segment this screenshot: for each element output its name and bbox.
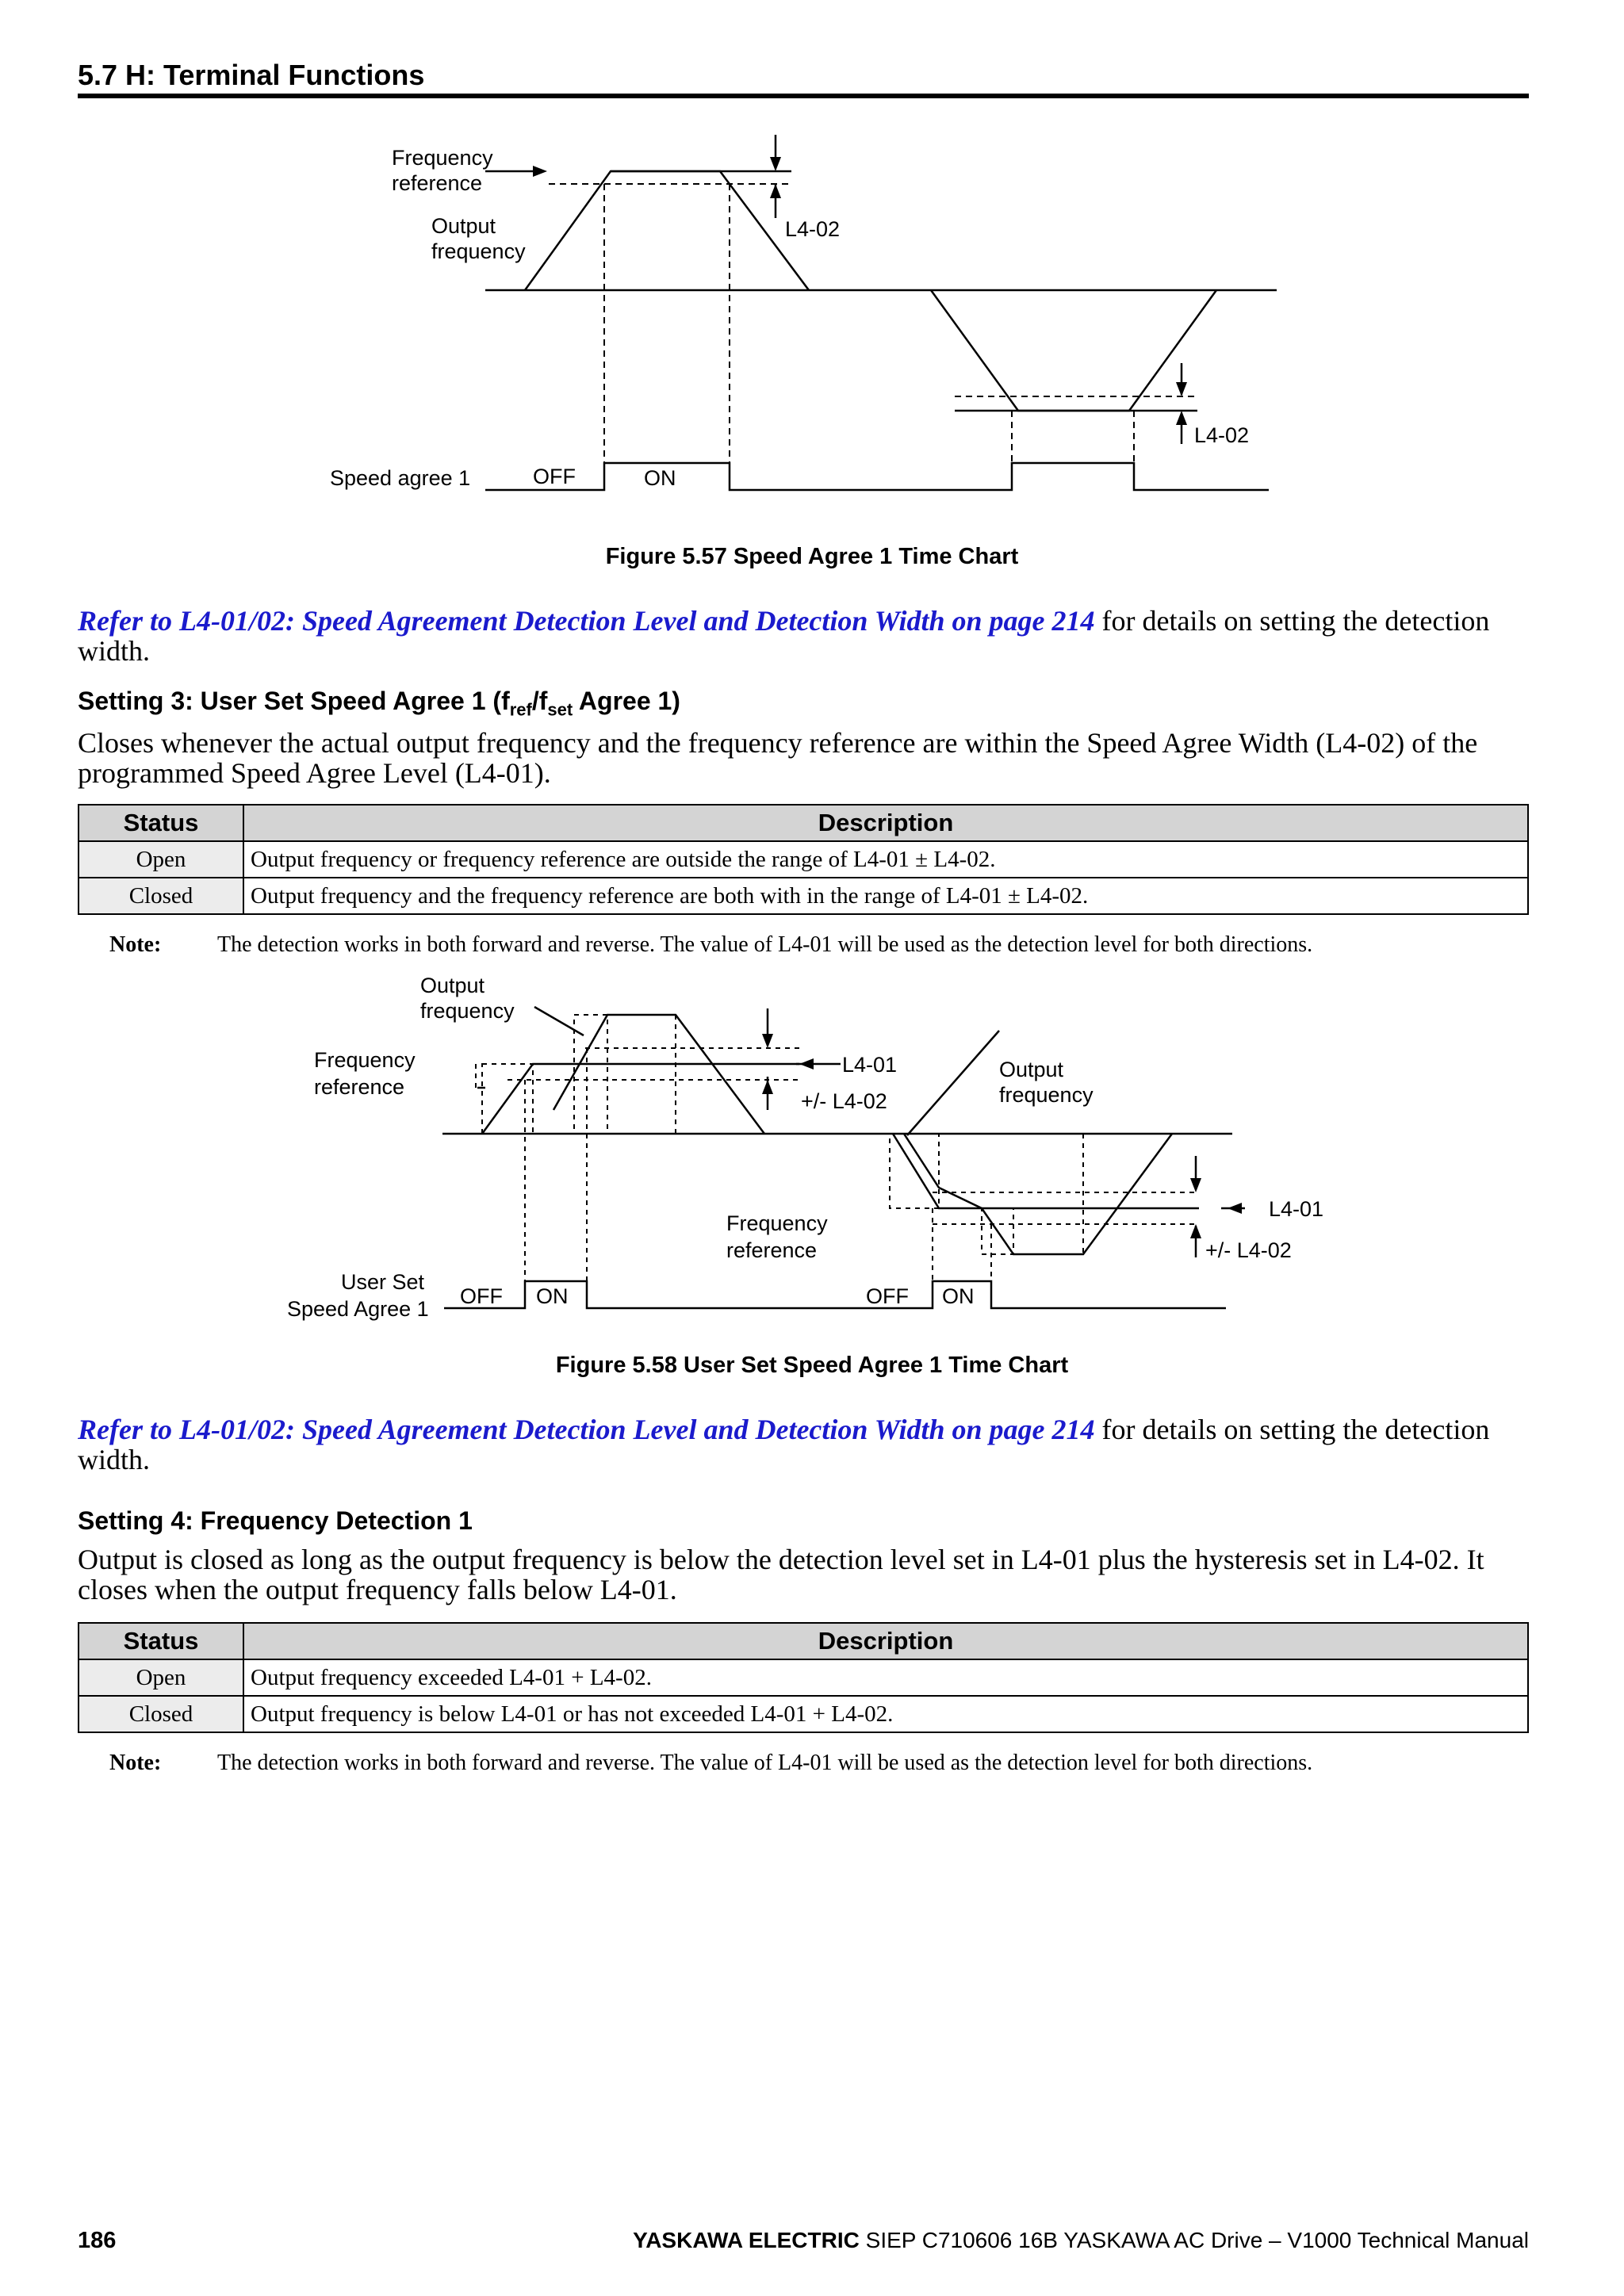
- note-text: The detection works in both forward and reverse. The value of L4-01 will be used as the detection level for both directions.: [217, 1751, 1313, 1775]
- fig2-out-freq-right-label-2: frequency: [999, 1083, 1094, 1107]
- fig2-on-label-2: ON: [942, 1284, 975, 1308]
- setting-3-heading: [78, 687, 680, 720]
- fig2-l401-top-label: L4-01: [842, 1053, 898, 1077]
- setting-3-title-pre: Setting 3: User Set Speed Agree 1 (f: [78, 687, 510, 715]
- reference-rest-1: for details on setting the detection width.: [78, 605, 1490, 667]
- fig1-on-label: ON: [644, 466, 676, 490]
- fig2-freq-ref-left-label-1: Frequency: [314, 1048, 416, 1072]
- setting-3-title-mid: /f: [531, 687, 548, 715]
- table-row: [79, 841, 1528, 878]
- setting-3-sub-set: set: [547, 699, 573, 720]
- table-cell-description: Output frequency exceeded L4-01 + L4-02.: [243, 1659, 1528, 1696]
- setting-4-heading: Setting 4: Frequency Detection 1: [78, 1506, 473, 1535]
- reference-paragraph-2: [78, 1414, 1529, 1475]
- fig2-out-freq-top-label-1: Output: [420, 974, 485, 997]
- fig2-off-label-2: OFF: [866, 1284, 909, 1308]
- fig1-l402-top-label: L4-02: [785, 217, 841, 241]
- section-title: 5.7 H: Terminal Functions: [78, 59, 425, 91]
- table-cell-description: Output frequency is below L4-01 or has not exceeded L4-01 + L4-02.: [243, 1696, 1528, 1732]
- fig1-signal-label: Speed agree 1: [330, 466, 471, 490]
- reference-link-1[interactable]: Refer to L4-01/02: Speed Agreement Detection Level and Detection Width on page 214: [78, 605, 1095, 637]
- figure-5-57-caption: Figure 5.57 Speed Agree 1 Time Chart: [605, 544, 1019, 569]
- reference-link-2[interactable]: Refer to L4-01/02: Speed Agreement Detection Level and Detection Width on page 214: [78, 1414, 1095, 1445]
- fig2-out-freq-top-label-2: frequency: [420, 999, 515, 1023]
- table-header-description: Description: [243, 1623, 1528, 1659]
- fig2-pm-top-label: +/- L4-02: [801, 1089, 887, 1113]
- figure-5-57-time-chart: [0, 0, 1624, 555]
- fig1-out-freq-label-1: Output: [431, 214, 496, 238]
- fig2-signal-label-1: User Set: [341, 1270, 425, 1294]
- footer-brand: YASKAWA ELECTRIC: [633, 2228, 860, 2252]
- fig2-off-label-1: OFF: [460, 1284, 503, 1308]
- fig2-l401-bottom-label: L4-01: [1269, 1197, 1324, 1221]
- page-number: 186: [78, 2228, 117, 2253]
- setting-3-note: [109, 932, 1312, 958]
- setting-4-status-table: [78, 1622, 1529, 1733]
- fig1-freq-ref-label-2: reference: [392, 171, 483, 195]
- table-row: [79, 1659, 1528, 1696]
- fig2-freq-ref-mid-label-1: Frequency: [726, 1211, 828, 1235]
- fig2-freq-ref-left-label-2: reference: [314, 1075, 405, 1099]
- setting-4-body: Output is closed as long as the output frequency is below the detection level set in L4-01 plus the hysteresis set in L4-02. It closes when the output frequency falls below L4-01.: [78, 1544, 1484, 1605]
- table-header-description: Description: [243, 805, 1528, 841]
- fig1-off-label: OFF: [533, 465, 576, 488]
- setting-3-status-table: [78, 804, 1529, 915]
- table-cell-description: Output frequency or frequency reference are outside the range of L4-01 ± L4-02.: [243, 841, 1528, 878]
- table-row: [79, 1696, 1528, 1732]
- fig2-signal-label-2: Speed Agree 1: [287, 1297, 429, 1321]
- fig1-out-freq-label-2: frequency: [431, 239, 526, 263]
- table-header-status: Status: [79, 805, 243, 841]
- setting-3-title-post: Agree 1): [573, 687, 680, 715]
- table-cell-status: Open: [79, 841, 243, 878]
- note-label: Note:: [109, 1751, 162, 1775]
- fig2-on-label-1: ON: [536, 1284, 569, 1308]
- setting-3-body: Closes whenever the actual output frequency and the frequency reference are within the Speed Agree Width (L4-02) of the programmed Speed Agree Level (L4-01).: [78, 727, 1478, 789]
- table-header-row: [79, 805, 1528, 841]
- table-cell-status: Closed: [79, 878, 243, 914]
- table-header-row: [79, 1623, 1528, 1659]
- footer-manual-title: [633, 2228, 1529, 2253]
- note-text: The detection works in both forward and reverse. The value of L4-01 will be used as the detection level for both directions.: [217, 932, 1313, 957]
- note-label: Note:: [109, 932, 162, 957]
- table-row: [79, 878, 1528, 914]
- figure-5-58-time-chart: [0, 967, 1624, 1340]
- setting-4-note: [109, 1751, 1312, 1776]
- fig2-out-freq-right-label-1: Output: [999, 1058, 1064, 1081]
- table-header-status: Status: [79, 1623, 243, 1659]
- fig1-freq-ref-label-1: Frequency: [392, 146, 493, 170]
- fig2-freq-ref-mid-label-2: reference: [726, 1238, 818, 1262]
- table-cell-status: Closed: [79, 1696, 243, 1732]
- table-cell-status: Open: [79, 1659, 243, 1696]
- fig2-pm-bottom-label: +/- L4-02: [1205, 1238, 1292, 1262]
- setting-3-sub-ref: ref: [509, 699, 532, 720]
- reference-paragraph-1: [78, 606, 1529, 666]
- fig1-l402-bottom-label: L4-02: [1194, 423, 1250, 447]
- footer-manual-text: SIEP C710606 16B YASKAWA AC Drive – V1000 Technical Manual: [859, 2228, 1529, 2252]
- table-cell-description: Output frequency and the frequency reference are both with in the range of L4-01 ± L4-02.: [243, 878, 1528, 914]
- figure-5-58-caption: Figure 5.58 User Set Speed Agree 1 Time Chart: [555, 1353, 1069, 1378]
- reference-rest-2: for details on setting the detection width.: [78, 1414, 1490, 1475]
